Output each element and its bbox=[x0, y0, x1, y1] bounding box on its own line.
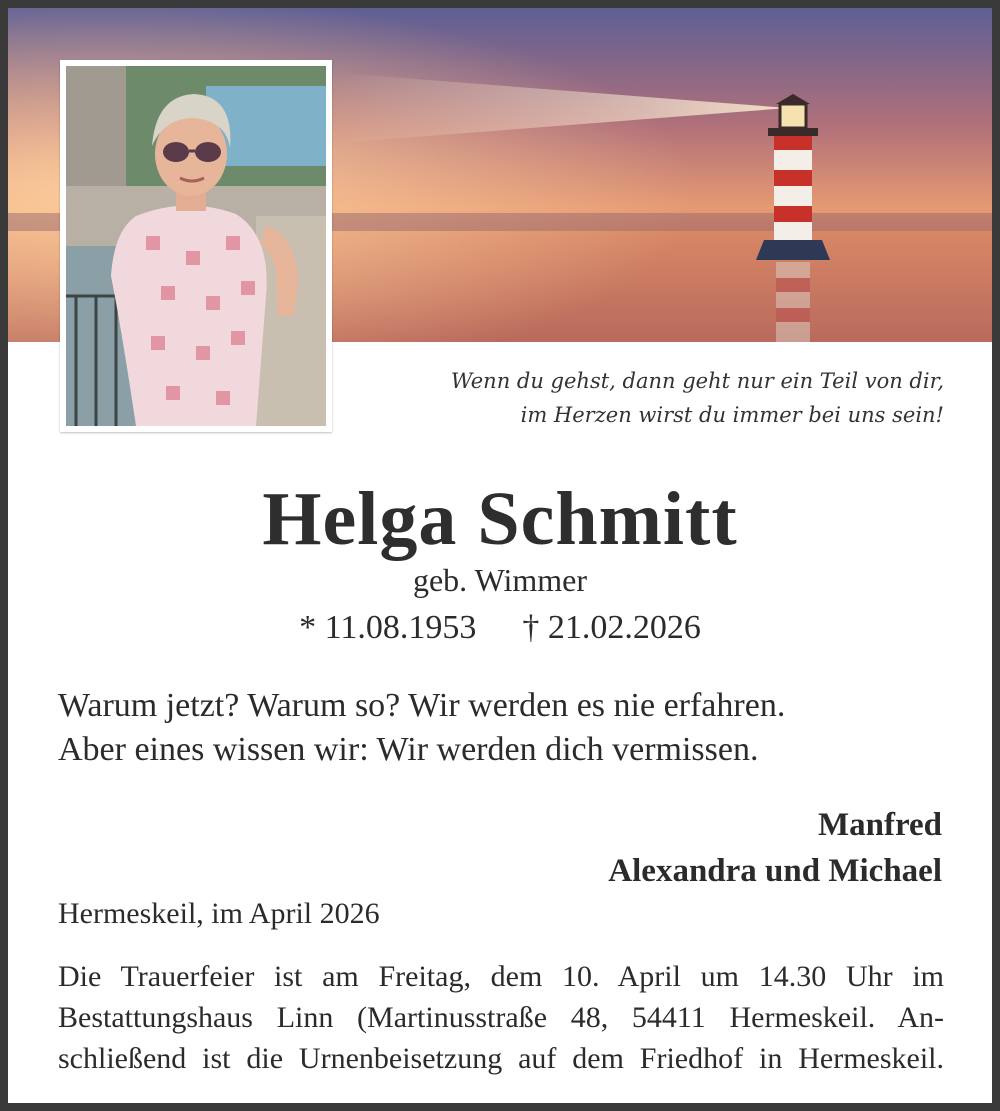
portrait-photo bbox=[60, 60, 332, 432]
deceased-name: Helga Schmitt bbox=[262, 477, 738, 561]
verse bbox=[58, 684, 785, 772]
death-date: † 21.02.2026 bbox=[522, 609, 701, 646]
verse-line: Aber eines wissen wir: Wir werden dich vermissen. bbox=[58, 731, 759, 768]
service-line: schließend ist die Urnenbeisetzung auf dem Friedhof in Hermeskeil. bbox=[58, 1042, 944, 1075]
signer: Manfred bbox=[817, 807, 942, 843]
funeral-service-notice bbox=[58, 956, 944, 1079]
service-line: Bestattungshaus Linn (Martinusstraße 48, 54411 Hermeskeil. An- bbox=[58, 1001, 944, 1034]
service-line: Die Trauerfeier ist am Freitag, dem 10. April um 14.30 Uhr im bbox=[58, 960, 944, 993]
birth-date: * 11.08.1953 bbox=[299, 609, 477, 646]
portrait-image bbox=[66, 66, 326, 426]
memorial-quote bbox=[451, 364, 944, 432]
life-dates bbox=[8, 606, 992, 650]
quote-line: Wenn du gehst, dann geht nur ein Teil von dir, bbox=[450, 369, 944, 393]
verse-line: Warum jetzt? Warum so? Wir werden es nie erfahren. bbox=[58, 687, 786, 724]
birth-name: geb. Wimmer bbox=[412, 562, 588, 598]
signers bbox=[608, 802, 942, 894]
place-date: Hermeskeil, im April 2026 bbox=[58, 897, 380, 930]
signer: Alexandra und Michael bbox=[608, 853, 942, 889]
quote-line: im Herzen wirst du immer bei uns sein! bbox=[520, 403, 944, 427]
